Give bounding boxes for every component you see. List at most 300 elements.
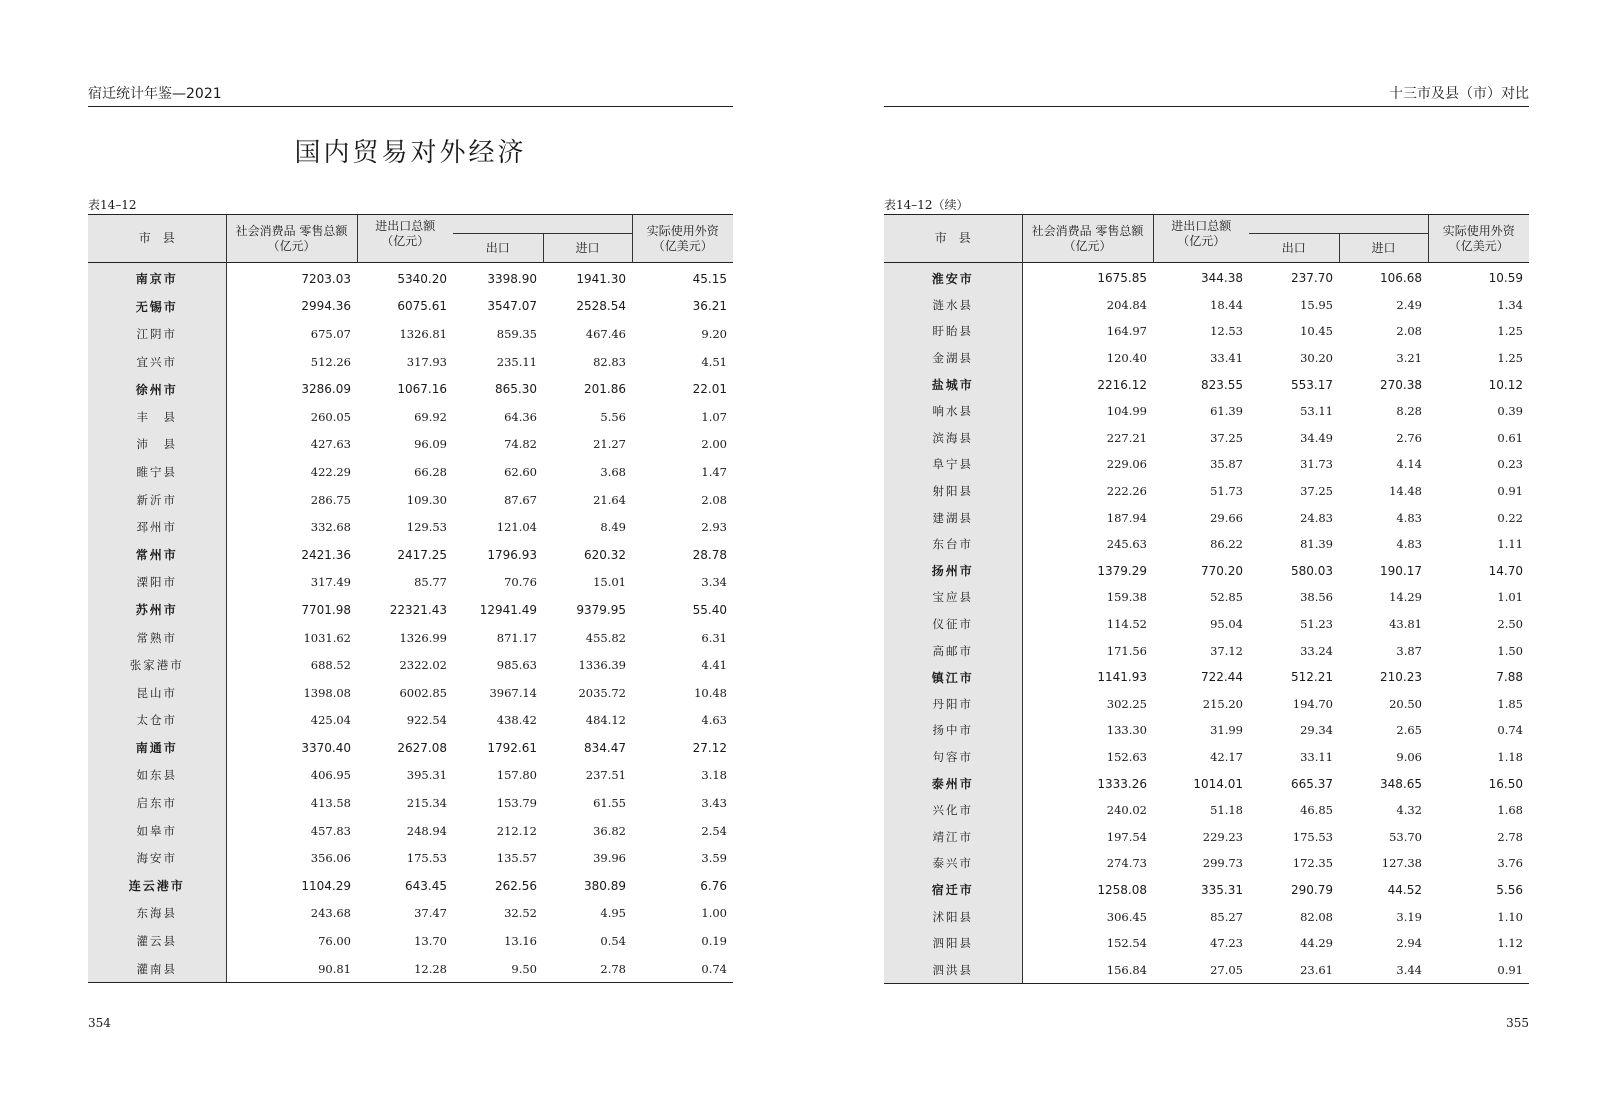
cell-fdi: 1.10 [1497, 909, 1523, 924]
cell-import: 14.29 [1389, 590, 1422, 605]
table-row [884, 451, 1529, 478]
cell-fdi: 10.12 [1488, 377, 1523, 392]
cell-fdi: 3.76 [1497, 856, 1523, 871]
cell-fdi: 0.23 [1497, 457, 1523, 472]
cell-region-name: 常熟市 [88, 624, 226, 652]
cell-fdi: 3.59 [701, 851, 727, 866]
cell-export: 34.49 [1300, 430, 1333, 445]
cell-trade: 95.04 [1210, 617, 1243, 632]
cell-retail: 197.54 [1106, 829, 1147, 844]
cell-trade: 31.99 [1210, 723, 1243, 738]
cell-import: 106.68 [1380, 271, 1422, 286]
cell-region-name: 连云港市 [88, 872, 226, 900]
cell-fdi: 27.12 [692, 740, 727, 755]
cell-trade: 37.25 [1210, 430, 1243, 445]
cell-export: 121.04 [496, 520, 537, 535]
cell-fdi: 2.54 [701, 823, 727, 838]
table-row [88, 431, 733, 459]
cell-import: 484.12 [585, 713, 626, 728]
cell-retail: 104.99 [1106, 404, 1147, 419]
table-row [884, 611, 1529, 638]
cell-export: 13.16 [504, 934, 537, 949]
cell-trade: 33.41 [1210, 351, 1243, 366]
cell-retail: 356.06 [310, 851, 351, 866]
cell-region-name: 丹阳市 [884, 691, 1022, 718]
cell-retail: 274.73 [1106, 856, 1147, 871]
cell-import: 2.49 [1396, 297, 1422, 312]
cell-import: 348.65 [1380, 776, 1422, 791]
cell-region-name: 南通市 [88, 734, 226, 762]
cell-region-name: 灌云县 [88, 927, 226, 955]
cell-trade: 6002.85 [399, 685, 447, 700]
cell-trade: 29.66 [1210, 510, 1243, 525]
cell-region-name: 新沂市 [88, 486, 226, 514]
cell-region-name: 射阳县 [884, 478, 1022, 505]
cell-import: 3.68 [600, 464, 626, 479]
cell-trade: 22321.43 [389, 602, 447, 617]
cell-import: 3.19 [1396, 909, 1422, 924]
cell-export: 3967.14 [489, 685, 537, 700]
table-row [884, 877, 1529, 904]
cell-trade: 175.53 [406, 851, 447, 866]
cell-import: 210.23 [1380, 670, 1422, 685]
table-row [88, 762, 733, 790]
cell-import: 2.08 [1396, 324, 1422, 339]
table-row [884, 345, 1529, 372]
cell-import: 2035.72 [578, 685, 626, 700]
cell-import: 3.44 [1339, 956, 1428, 983]
cell-region-name: 邳州市 [88, 513, 226, 541]
cell-trade: 61.39 [1210, 404, 1243, 419]
cell-export: 512.21 [1291, 670, 1333, 685]
cell-region-name: 扬中市 [884, 717, 1022, 744]
cell-retail: 422.29 [310, 464, 351, 479]
cell-region-name: 阜宁县 [884, 451, 1022, 478]
cell-export: 51.23 [1300, 617, 1333, 632]
cell-retail: 159.38 [1106, 590, 1147, 605]
cell-retail: 114.52 [1106, 617, 1147, 632]
cell-export: 3398.90 [487, 271, 537, 286]
cell-trade: 129.53 [406, 520, 447, 535]
cell-import: 834.47 [584, 740, 626, 755]
cell-export: 12941.49 [479, 602, 537, 617]
cell-fdi: 6.31 [701, 630, 727, 645]
cell-export: 212.12 [496, 823, 537, 838]
cell-export: 262.56 [495, 878, 537, 893]
cell-region-name: 建湖县 [884, 504, 1022, 531]
cell-trade: 86.22 [1210, 537, 1243, 552]
cell-export: 33.11 [1300, 749, 1333, 764]
cell-trade: 248.94 [406, 823, 447, 838]
cell-import: 2528.54 [576, 299, 626, 314]
cell-trade: 109.30 [406, 492, 447, 507]
cell-trade: 35.87 [1210, 457, 1243, 472]
cell-region-name: 无锡市 [88, 293, 226, 321]
cell-import: 4.95 [600, 906, 626, 921]
table-row [88, 293, 733, 321]
cell-trade: 18.44 [1210, 297, 1243, 312]
cell-retail: 260.05 [310, 409, 351, 424]
cell-fdi: 16.50 [1488, 776, 1523, 791]
cell-export: 70.76 [504, 575, 537, 590]
running-head-left: 宿迁统计年鉴—2021 [88, 84, 733, 107]
cell-fdi: 3.43 [701, 796, 727, 811]
cell-import: 8.28 [1396, 404, 1422, 419]
cell-export: 31.73 [1300, 457, 1333, 472]
cell-retail: 1258.08 [1097, 882, 1147, 897]
cell-fdi: 1.25 [1497, 324, 1523, 339]
cell-region-name: 句容市 [884, 744, 1022, 771]
cell-import: 2.65 [1396, 723, 1422, 738]
cell-trade: 215.20 [1202, 696, 1243, 711]
cell-retail: 332.68 [310, 520, 351, 535]
cell-retail: 243.68 [310, 906, 351, 921]
cell-fdi: 1.00 [701, 906, 727, 921]
header-fdi: 实际使用外资 （亿美元） [632, 215, 733, 263]
cell-region-name: 徐州市 [88, 375, 226, 403]
header-trade: 进出口总额 （亿元） [1153, 215, 1249, 263]
cell-region-name: 溧阳市 [88, 569, 226, 597]
cell-export: 82.08 [1300, 909, 1333, 924]
cell-retail: 222.26 [1106, 484, 1147, 499]
table-row [88, 844, 733, 872]
cell-region-name: 沭阳县 [884, 903, 1022, 930]
cell-fdi: 1.85 [1497, 696, 1523, 711]
cell-export: 985.63 [496, 658, 537, 673]
cell-retail: 413.58 [310, 796, 351, 811]
cell-trade: 1326.99 [399, 630, 447, 645]
cell-region-name: 泗阳县 [884, 930, 1022, 957]
cell-retail: 286.75 [310, 492, 351, 507]
cell-export: 438.42 [496, 713, 537, 728]
cell-export: 29.34 [1300, 723, 1333, 738]
cell-trade: 12.28 [357, 955, 453, 983]
cell-region-name: 苏州市 [88, 596, 226, 624]
cell-retail: 427.63 [310, 437, 351, 452]
cell-export: 15.95 [1300, 297, 1333, 312]
cell-import: 620.32 [584, 547, 626, 562]
header-trade-split [453, 215, 632, 234]
table-row [884, 558, 1529, 585]
cell-trade: 722.44 [1201, 670, 1243, 685]
cell-trade: 5340.20 [397, 271, 447, 286]
cell-region-name: 启东市 [88, 789, 226, 817]
cell-region-name: 淮安市 [884, 263, 1022, 292]
cell-export: 153.79 [496, 796, 537, 811]
table-row [884, 903, 1529, 930]
cell-region-name: 高邮市 [884, 637, 1022, 664]
cell-retail: 1031.62 [303, 630, 351, 645]
cell-region-name: 南京市 [88, 263, 226, 293]
cell-region-name: 宝应县 [884, 584, 1022, 611]
cell-fdi: 1.68 [1497, 803, 1523, 818]
cell-retail: 675.07 [310, 326, 351, 341]
cell-fdi: 0.19 [701, 934, 727, 949]
cell-retail: 2994.36 [301, 299, 351, 314]
cell-region-name: 灌南县 [88, 955, 226, 983]
table-row [884, 637, 1529, 664]
cell-fdi: 4.51 [701, 354, 727, 369]
table-row [884, 850, 1529, 877]
cell-retail: 152.54 [1106, 936, 1147, 951]
table-row [88, 817, 733, 845]
cell-import: 4.32 [1396, 803, 1422, 818]
left-page [88, 0, 733, 1099]
cell-import: 4.83 [1396, 510, 1422, 525]
header-trade: 进出口总额 （亿元） [357, 215, 453, 263]
cell-fdi: 1.50 [1497, 643, 1523, 658]
cell-region-name: 盱眙县 [884, 318, 1022, 345]
cell-region-name: 江阴市 [88, 320, 226, 348]
table-row [88, 569, 733, 597]
cell-trade: 1326.81 [399, 326, 447, 341]
cell-export: 1796.93 [487, 547, 537, 562]
cell-region-name: 海安市 [88, 844, 226, 872]
cell-import: 14.48 [1389, 484, 1422, 499]
cell-region-name: 泰兴市 [884, 850, 1022, 877]
table-row [884, 584, 1529, 611]
table-row [88, 403, 733, 431]
cell-import: 53.70 [1389, 829, 1422, 844]
cell-fdi: 28.78 [692, 547, 727, 562]
cell-retail: 1379.29 [1097, 563, 1147, 578]
cell-import: 380.89 [584, 878, 626, 893]
cell-region-name: 靖江市 [884, 823, 1022, 850]
table-row [884, 823, 1529, 850]
cell-fdi: 10.59 [1488, 271, 1523, 286]
cell-export: 30.20 [1300, 351, 1333, 366]
cell-retail: 133.30 [1106, 723, 1147, 738]
header-retail: 社会消费品 零售总额 （亿元） [1022, 215, 1153, 263]
table-row [88, 458, 733, 486]
cell-fdi: 1.11 [1497, 537, 1523, 552]
cell-fdi: 1.47 [701, 464, 727, 479]
cell-trade: 922.54 [406, 713, 447, 728]
table-header [88, 215, 733, 263]
cell-export: 665.37 [1291, 776, 1333, 791]
cell-retail: 90.81 [226, 955, 357, 983]
cell-trade: 395.31 [406, 768, 447, 783]
cell-import: 4.83 [1396, 537, 1422, 552]
cell-import: 36.82 [593, 823, 626, 838]
cell-region-name: 兴化市 [884, 797, 1022, 824]
cell-retail: 152.63 [1106, 749, 1147, 764]
cell-retail: 1141.93 [1097, 670, 1147, 685]
cell-retail: 2421.36 [301, 547, 351, 562]
cell-retail: 2216.12 [1097, 377, 1147, 392]
cell-trade: 51.18 [1210, 803, 1243, 818]
cell-trade: 27.05 [1153, 956, 1249, 983]
cell-import: 127.38 [1381, 856, 1422, 871]
table-row [884, 292, 1529, 319]
table-row [884, 398, 1529, 425]
cell-import: 4.14 [1396, 457, 1422, 472]
cell-fdi: 2.08 [701, 492, 727, 507]
cell-import: 20.50 [1389, 696, 1422, 711]
cell-import: 455.82 [585, 630, 626, 645]
cell-export: 865.30 [495, 382, 537, 397]
cell-trade: 2417.25 [397, 547, 447, 562]
table-row [88, 789, 733, 817]
cell-trade: 85.27 [1210, 909, 1243, 924]
cell-import: 5.56 [600, 409, 626, 424]
cell-region-name: 沛 县 [88, 431, 226, 459]
table-row [88, 734, 733, 762]
cell-trade: 335.31 [1201, 882, 1243, 897]
cell-region-name: 张家港市 [88, 651, 226, 679]
header-region: 市 县 [884, 215, 1022, 263]
cell-export: 553.17 [1291, 377, 1333, 392]
cell-export: 175.53 [1292, 829, 1333, 844]
cell-import: 2.94 [1396, 936, 1422, 951]
cell-trade: 66.28 [414, 464, 447, 479]
cell-export: 64.36 [504, 409, 537, 424]
cell-fdi: 45.15 [692, 271, 727, 286]
cell-export: 859.35 [496, 326, 537, 341]
cell-retail: 187.94 [1106, 510, 1147, 525]
cell-retail: 3286.09 [301, 382, 351, 397]
cell-export: 235.11 [496, 354, 537, 369]
table-row [884, 664, 1529, 691]
cell-import: 1336.39 [578, 658, 626, 673]
cell-trade: 85.77 [414, 575, 447, 590]
cell-import: 15.01 [593, 575, 626, 590]
cell-fdi: 3.18 [701, 768, 727, 783]
cell-export: 33.24 [1300, 643, 1333, 658]
cell-retail: 306.45 [1106, 909, 1147, 924]
cell-fdi: 1.25 [1497, 351, 1523, 366]
cell-fdi: 1.18 [1497, 749, 1523, 764]
cell-export: 157.80 [496, 768, 537, 783]
cell-export: 87.67 [504, 492, 537, 507]
table-row [884, 770, 1529, 797]
cell-export: 290.79 [1291, 882, 1333, 897]
cell-region-name: 昆山市 [88, 679, 226, 707]
cell-fdi: 9.20 [701, 326, 727, 341]
table-row [88, 486, 733, 514]
table-row [88, 707, 733, 735]
cell-trade: 13.70 [414, 934, 447, 949]
cell-trade: 37.12 [1210, 643, 1243, 658]
cell-export: 46.85 [1300, 803, 1333, 818]
cell-trade: 6075.61 [397, 299, 447, 314]
cell-import: 43.81 [1389, 617, 1422, 632]
cell-region-name: 泰州市 [884, 770, 1022, 797]
cell-retail: 1104.29 [301, 878, 351, 893]
cell-fdi: 0.22 [1497, 510, 1523, 525]
cell-retail: 425.04 [310, 713, 351, 728]
table-row [884, 717, 1529, 744]
table-row [88, 596, 733, 624]
header-trade-split [1249, 215, 1428, 234]
table-row [884, 930, 1529, 957]
cell-region-name: 金湖县 [884, 345, 1022, 372]
cell-fdi: 4.63 [701, 713, 727, 728]
header-export: 出口 [453, 234, 543, 263]
header-import: 进口 [543, 234, 632, 263]
cell-retail: 302.25 [1106, 696, 1147, 711]
cell-export: 9.50 [453, 955, 543, 983]
cell-retail: 240.02 [1106, 803, 1147, 818]
table-row [88, 348, 733, 376]
table-row [88, 955, 733, 983]
cell-region-name: 宜兴市 [88, 348, 226, 376]
cell-trade: 1067.16 [397, 382, 447, 397]
cell-fdi: 2.00 [701, 437, 727, 452]
cell-retail: 156.84 [1022, 956, 1153, 983]
cell-fdi: 14.70 [1488, 563, 1523, 578]
cell-region-name: 睢宁县 [88, 458, 226, 486]
cell-trade: 51.73 [1210, 484, 1243, 499]
table-row [884, 263, 1529, 292]
table-row [88, 263, 733, 293]
cell-import: 1941.30 [576, 271, 626, 286]
cell-trade: 2322.02 [399, 658, 447, 673]
cell-export: 3547.07 [487, 299, 537, 314]
statistics-table-left [88, 214, 733, 983]
cell-trade: 2627.08 [397, 740, 447, 755]
cell-export: 24.83 [1300, 510, 1333, 525]
cell-fdi: 0.91 [1428, 956, 1529, 983]
cell-trade: 215.34 [406, 796, 447, 811]
cell-region-name: 东海县 [88, 900, 226, 928]
cell-fdi: 0.74 [632, 955, 733, 983]
table-row [884, 691, 1529, 718]
page-number-right: 355 [1506, 1016, 1529, 1030]
cell-import: 2.78 [543, 955, 632, 983]
cell-trade: 1014.01 [1193, 776, 1243, 791]
table-row [88, 513, 733, 541]
cell-import: 44.52 [1387, 882, 1422, 897]
cell-retail: 3370.40 [301, 740, 351, 755]
table-row [88, 624, 733, 652]
cell-import: 9.06 [1396, 749, 1422, 764]
cell-retail: 76.00 [318, 934, 351, 949]
cell-trade: 37.47 [414, 906, 447, 921]
table-row [884, 744, 1529, 771]
table-label-right: 表14–12（续） [884, 198, 969, 212]
cell-trade: 52.85 [1210, 590, 1243, 605]
cell-region-name: 丰 县 [88, 403, 226, 431]
cell-fdi: 0.74 [1497, 723, 1523, 738]
cell-region-name: 宿迁市 [884, 877, 1022, 904]
right-page [884, 0, 1529, 1099]
cell-retail: 227.21 [1106, 430, 1147, 445]
cell-import: 270.38 [1380, 377, 1422, 392]
cell-import: 8.49 [600, 520, 626, 535]
header-export: 出口 [1249, 234, 1339, 263]
cell-trade: 229.23 [1202, 829, 1243, 844]
table-row [88, 375, 733, 403]
cell-retail: 245.63 [1106, 537, 1147, 552]
table-row [88, 651, 733, 679]
cell-trade: 96.09 [414, 437, 447, 452]
header-retail: 社会消费品 零售总额 （亿元） [226, 215, 357, 263]
cell-import: 3.21 [1396, 351, 1422, 366]
cell-trade: 299.73 [1202, 856, 1243, 871]
table-row [884, 371, 1529, 398]
cell-fdi: 4.41 [701, 658, 727, 673]
table-body-right [884, 263, 1529, 984]
cell-trade: 823.55 [1201, 377, 1243, 392]
table-row [88, 872, 733, 900]
cell-import: 9379.95 [576, 602, 626, 617]
cell-fdi: 2.93 [701, 520, 727, 535]
cell-export: 23.61 [1249, 956, 1339, 983]
cell-region-name: 滨海县 [884, 425, 1022, 452]
cell-trade: 42.17 [1210, 749, 1243, 764]
cell-retail: 512.26 [310, 354, 351, 369]
